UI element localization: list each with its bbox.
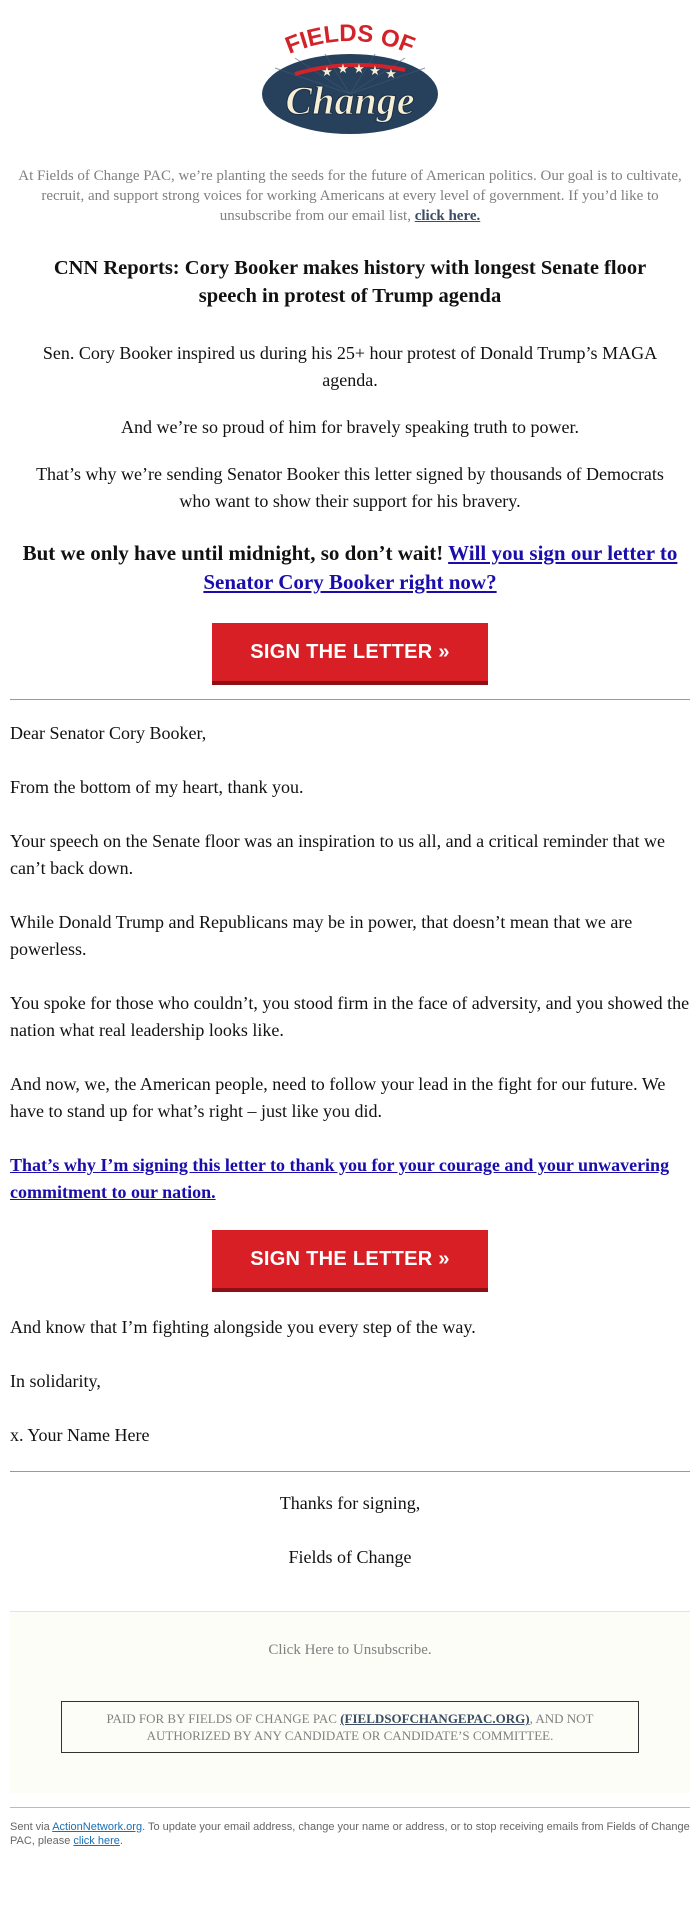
svg-text:★: ★ <box>337 62 349 77</box>
sign-letter-link[interactable]: Will you sign our letter to Senator Cory Booker right now? <box>203 541 678 594</box>
letter-closing-line: In solidarity, <box>10 1371 101 1391</box>
cta-line <box>14 539 686 597</box>
letter-paragraph: Your speech on the Senate floor was an inspiration to us all, and a critical reminder that we can’t back down. <box>10 831 665 878</box>
letter-closing <box>0 1314 700 1449</box>
letter-paragraph: While Donald Trump and Republicans may be in power, that doesn’t mean that we are powerless. <box>10 912 633 959</box>
divider <box>10 1471 690 1472</box>
svg-text:★: ★ <box>369 64 381 79</box>
paid-prefix: PAID FOR BY FIELDS OF CHANGE PAC <box>106 1711 341 1726</box>
letter-sign-link[interactable]: That’s why I’m signing this letter to thank you for your courage and your unwavering commitment to our nation. <box>10 1155 670 1202</box>
cta-text: But we only have until midnight, so don’t wait! <box>22 541 449 565</box>
letter-signature: x. Your Name Here <box>10 1425 150 1445</box>
intro-text <box>12 166 688 226</box>
sign-letter-button-2[interactable]: SIGN THE LETTER » <box>212 1230 488 1292</box>
letter-salutation: Dear Senator Cory Booker, <box>10 723 207 743</box>
website-link[interactable]: (FIELDSOFCHANGEPAC.ORG) <box>340 1711 530 1726</box>
letter-paragraph: And know that I’m fighting alongside you every step of the way. <box>10 1317 476 1337</box>
sent-via-footer <box>10 1807 690 1848</box>
letter <box>0 700 700 1206</box>
letter-paragraph: From the bottom of my heart, thank you. <box>10 777 304 797</box>
sent-prefix: Sent via <box>10 1821 53 1833</box>
sent-middle: . To update your email address, change your name or address, or to stop receiving emails from Fields of Change PAC, please <box>10 1821 690 1847</box>
update-preferences-link[interactable]: click here <box>73 1835 120 1847</box>
paragraph-1: Sen. Cory Booker inspired us during his 25+ hour protest of Donald Trump’s MAGA agenda. <box>42 343 658 390</box>
logo-script-text: Change <box>285 78 415 123</box>
letter-paragraph: And now, we, the American people, need to follow your lead in the fight for our future. We have to stand up for what’s right – just like you did. <box>10 1074 666 1121</box>
letter-paragraph: You spoke for those who couldn’t, you stood firm in the face of adversity, and you showed the nation what real leadership looks like. <box>10 993 690 1040</box>
email-body <box>0 18 700 1848</box>
headline: CNN Reports: Cory Booker makes history with longest Senate floor speech in protest of Trump agenda <box>53 257 647 307</box>
svg-text:★: ★ <box>321 65 333 80</box>
paragraph-3: That’s why we’re sending Senator Booker this letter signed by thousands of Democrats who want to show their support for his bravery. <box>36 464 664 511</box>
sent-suffix: . <box>119 1835 123 1847</box>
thanks-org: Fields of Change <box>288 1547 412 1567</box>
svg-text:★: ★ <box>353 62 365 77</box>
paid-for-disclaimer <box>61 1701 639 1753</box>
footer-unsubscribe-link[interactable]: Click Here to Unsubscribe. <box>268 1642 432 1658</box>
intro-body: At Fields of Change PAC, we’re planting the seeds for the future of American politics. Our goal is to cultivate, recruit, and support strong voices for working Americans at every level of government. If you’d like to unsubscribe from our email list, <box>18 168 682 224</box>
actionnetwork-link[interactable]: ActionNetwork.org <box>52 1821 143 1833</box>
paragraph-2: And we’re so proud of him for bravely speaking truth to power. <box>121 417 579 437</box>
paid-suffix: , AND NOT AUTHORIZED BY ANY CANDIDATE OR CANDIDATE’S COMMITTEE. <box>146 1711 594 1743</box>
fields-of-change-logo <box>255 18 445 136</box>
svg-text:★: ★ <box>385 67 397 82</box>
unsubscribe-link[interactable]: click here. <box>414 208 481 224</box>
sign-letter-button[interactable]: SIGN THE LETTER » <box>212 623 488 685</box>
logo-top-text: FIELDS OF <box>281 19 419 60</box>
thanks-line: Thanks for signing, <box>279 1493 421 1513</box>
footer <box>10 1611 690 1793</box>
